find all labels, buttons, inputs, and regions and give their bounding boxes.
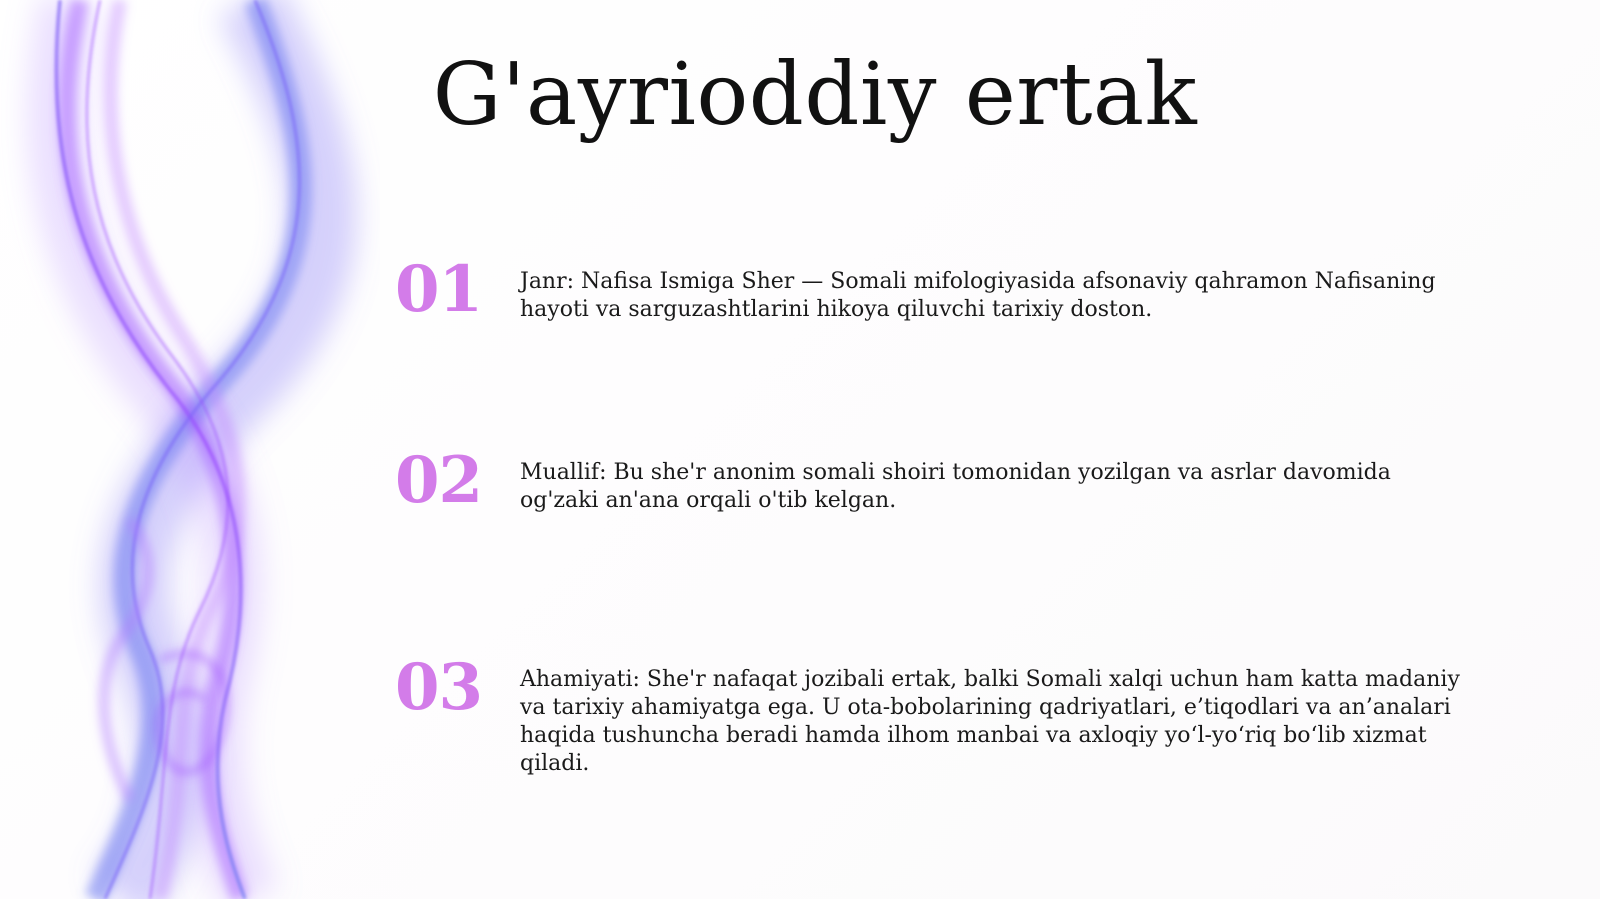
- list-item: [395, 650, 1475, 778]
- item-text: Janr: Nafisa Ismiga Sher — Somali mifologiyasida afsonaviy qahramon Nafisaning hayoti va sarguzashtlarini hikoya qiluvchi tarixiy doston.: [520, 269, 1436, 322]
- item-text: Muallif: Bu she'r anonim somali shoiri tomonidan yozilgan va asrlar davomida og'zaki an'ana orqali o'tib kelgan.: [520, 460, 1391, 513]
- slide-title: G'ayrioddiy ertak: [432, 45, 1198, 145]
- list-item: [395, 443, 1475, 518]
- purple-smoke-decoration: [0, 0, 380, 899]
- item-number: 03: [395, 650, 483, 725]
- item-text: Ahamiyati: She'r nafaqat jozibali ertak, balki Somali xalqi uchun ham katta madaniy va tarixiy ahamiyatga ega. U ota-bobolarining qadriyatlari, e’tiqodlari va an’analari haqida tushuncha beradi hamda ilhom manbai va axloqiy yo‘l-yo‘riq bo‘lib xizmat qiladi.: [520, 667, 1460, 776]
- item-number: 01: [395, 252, 483, 327]
- item-number: 02: [395, 443, 483, 518]
- list-item: [395, 252, 1475, 327]
